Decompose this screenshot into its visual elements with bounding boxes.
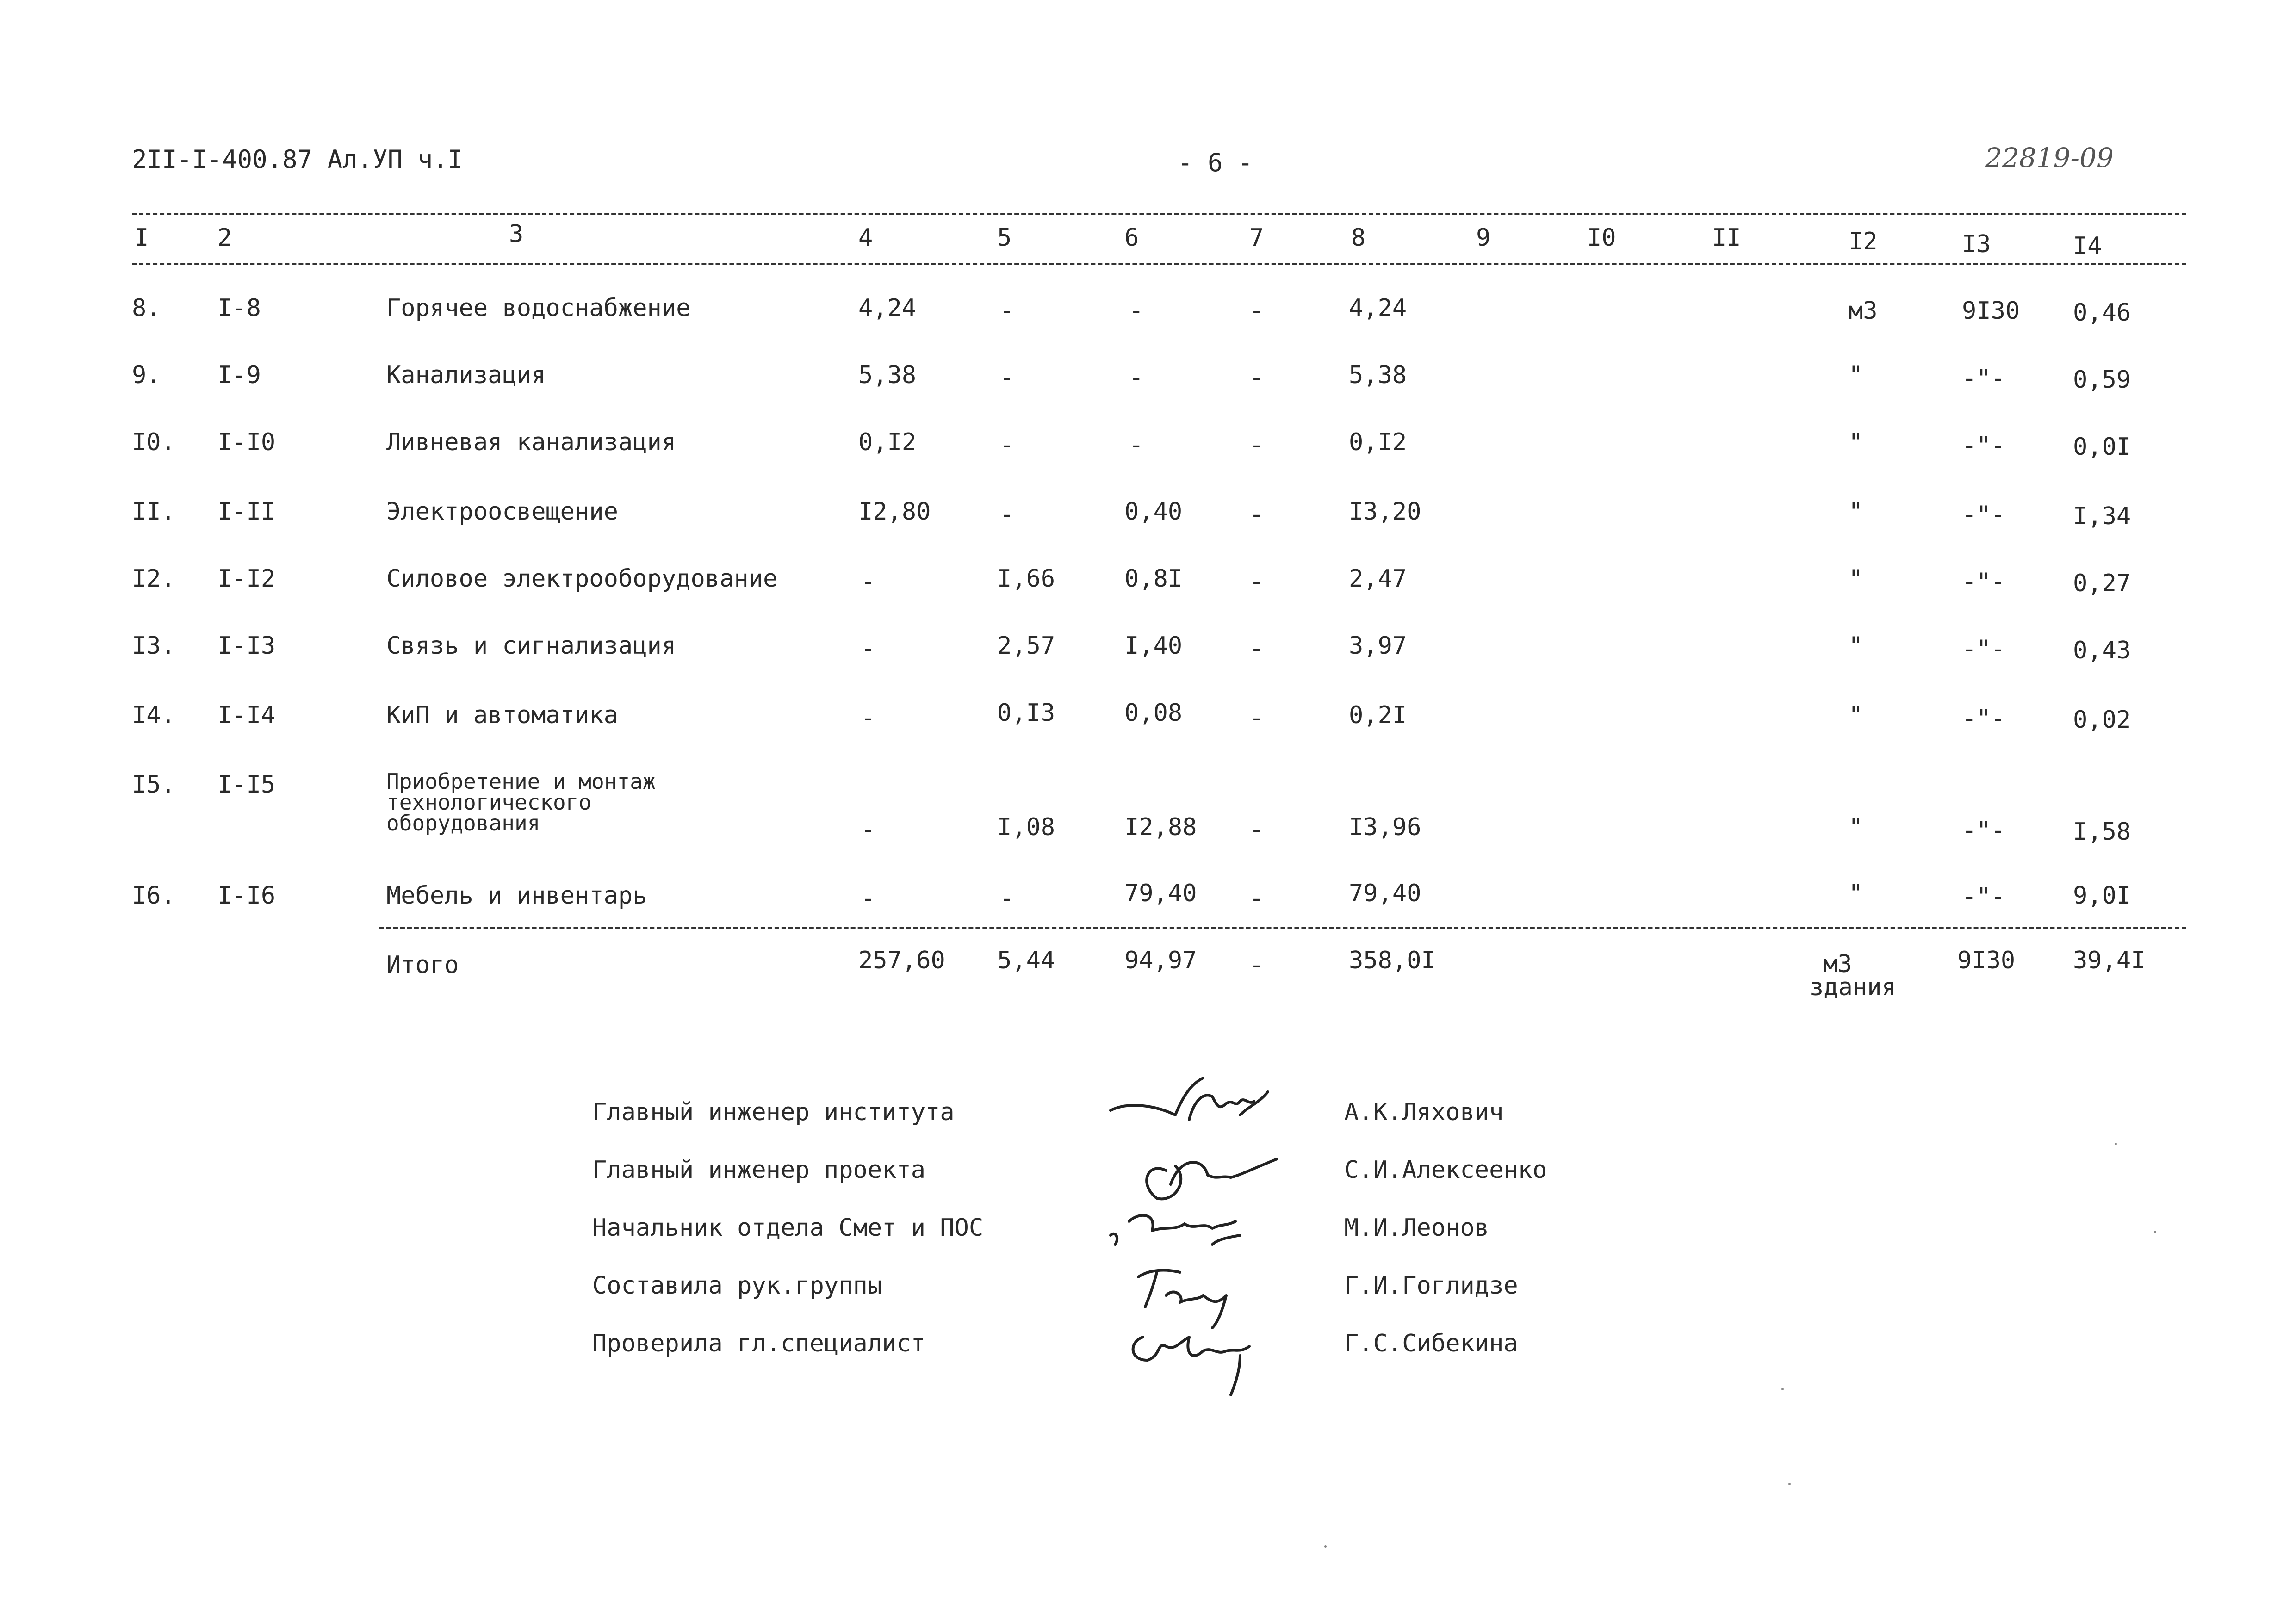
scan-speck: [1788, 1483, 1791, 1485]
cell-col7: -: [1249, 297, 1264, 325]
row-name: Горячее водоснабжение: [386, 294, 691, 322]
total-col14: 39,4I: [2073, 947, 2146, 974]
cell-col4: 4,24: [858, 294, 917, 322]
cell-col6: 79,40: [1124, 880, 1197, 907]
cell-col6: -: [1129, 364, 1144, 392]
scan-speck: [2154, 1231, 2156, 1233]
row-number: I5.: [132, 771, 175, 799]
total-col8: 358,0I: [1349, 947, 1436, 974]
cell-col14: 9,0I: [2073, 882, 2131, 910]
cell-unit: м3: [1849, 297, 1878, 325]
signature-role: Начальник отдела Смет и ПОС: [592, 1214, 984, 1242]
cell-col4: -: [861, 704, 875, 732]
cell-col14: 0,43: [2073, 637, 2131, 664]
total-col5: 5,44: [997, 947, 1055, 974]
cell-col13: -"-: [1962, 635, 2005, 663]
cell-col13: 9I30: [1962, 297, 2020, 325]
col-header-13: I3: [1962, 230, 1991, 258]
cell-col6: 0,8I: [1124, 565, 1183, 593]
row-name-line-3: оборудования: [386, 811, 540, 836]
row-code: I-I6: [217, 882, 276, 910]
row-code: I-II: [217, 498, 276, 526]
cell-col5: 2,57: [997, 632, 1055, 660]
cell-col14: 0,27: [2073, 570, 2131, 597]
cell-col8: 0,I2: [1349, 428, 1407, 456]
row-name: Связь и сигнализация: [386, 632, 676, 660]
document-code: 2II-I-400.87 Ал.УП ч.I: [132, 145, 463, 174]
total-unit-line1: м3: [1823, 950, 1852, 978]
col-header-6: 6: [1124, 224, 1139, 252]
row-name-line-2: технологического: [386, 790, 592, 815]
total-col13: 9I30: [1957, 947, 2016, 974]
cell-col13: -"-: [1962, 365, 2005, 392]
col-header-10: I0: [1587, 224, 1616, 252]
cell-col5: -: [999, 501, 1014, 528]
cell-unit: ": [1849, 701, 1863, 729]
cell-col7: -: [1249, 885, 1264, 912]
cell-unit: ": [1849, 361, 1863, 389]
signature-role: Проверила гл.специалист: [592, 1330, 926, 1357]
col-header-12: I2: [1849, 228, 1878, 255]
signature-name: А.К.Ляхович: [1344, 1098, 1504, 1126]
cell-col5: 0,I3: [997, 699, 1055, 727]
signature-role: Составила рук.группы: [592, 1272, 882, 1300]
cell-col13: -"-: [1962, 568, 2005, 596]
row-code: I-9: [217, 361, 261, 389]
cell-col5: -: [999, 885, 1014, 912]
signature-name: Г.С.Сибекина: [1344, 1330, 1518, 1357]
cell-unit: ": [1849, 632, 1863, 660]
total-rule: [379, 927, 2186, 929]
cell-col6: I2,88: [1124, 813, 1197, 841]
row-code: I-8: [217, 294, 261, 322]
cell-col5: -: [999, 431, 1014, 459]
cell-col4: 5,38: [858, 361, 917, 389]
cell-col4: -: [861, 568, 875, 595]
cell-col7: -: [1249, 364, 1264, 392]
row-name-line-1: Приобретение и монтаж: [386, 769, 656, 794]
total-col6: 94,97: [1124, 947, 1197, 974]
cell-col13: -"-: [1962, 883, 2005, 911]
cell-col14: I,58: [2073, 818, 2131, 846]
cell-unit: ": [1849, 498, 1863, 526]
cell-col14: 0,02: [2073, 706, 2131, 734]
row-code: I-I4: [217, 701, 276, 729]
cell-col13: -"-: [1962, 432, 2005, 459]
row-number: 8.: [132, 294, 161, 322]
signature-role: Главный инженер института: [592, 1098, 955, 1126]
cell-col7: -: [1249, 501, 1264, 528]
cell-col8: I3,96: [1349, 813, 1421, 841]
cell-col13: -"-: [1962, 501, 2005, 529]
signature-name: М.И.Леонов: [1344, 1214, 1489, 1242]
cell-col14: 0,59: [2073, 366, 2131, 394]
col-header-11: II: [1712, 224, 1741, 252]
row-code: I-I0: [217, 428, 276, 456]
col-header-7: 7: [1249, 224, 1264, 252]
cell-col8: 3,97: [1349, 632, 1407, 660]
cell-col7: -: [1249, 568, 1264, 595]
cell-col8: 79,40: [1349, 880, 1421, 907]
row-name: КиП и автоматика: [386, 701, 618, 729]
cell-unit: ": [1849, 880, 1863, 907]
cell-unit: ": [1849, 428, 1863, 456]
cell-col7: -: [1249, 635, 1264, 663]
cell-unit: ": [1849, 813, 1863, 841]
col-header-1: I: [134, 224, 149, 252]
cell-col8: I3,20: [1349, 498, 1421, 526]
archive-number: 22819-09: [1985, 142, 2114, 173]
cell-col7: -: [1249, 431, 1264, 459]
col-header-8: 8: [1351, 224, 1366, 252]
cell-col6: I,40: [1124, 632, 1183, 660]
row-name: Ливневая канализация: [386, 428, 676, 456]
col-header-9: 9: [1476, 224, 1491, 252]
header-rule-top: [132, 213, 2186, 215]
row-number: 9.: [132, 361, 161, 389]
cell-col7: -: [1249, 816, 1264, 844]
row-number: I2.: [132, 565, 175, 593]
cell-col5: I,08: [997, 813, 1055, 841]
total-unit-line2: здания: [1809, 973, 1896, 1001]
scan-speck: [1324, 1545, 1327, 1548]
cell-col6: -: [1129, 297, 1144, 325]
cell-col14: 0,46: [2073, 299, 2131, 327]
col-header-14: I4: [2073, 232, 2102, 260]
total-label: Итого: [386, 951, 459, 979]
col-header-5: 5: [997, 224, 1012, 252]
cell-col5: -: [999, 297, 1014, 325]
cell-col6: 0,40: [1124, 498, 1183, 526]
handwritten-signatures: [1101, 1064, 1379, 1397]
signature-name: Г.И.Гоглидзе: [1344, 1272, 1518, 1300]
cell-col8: 5,38: [1349, 361, 1407, 389]
col-header-4: 4: [858, 224, 873, 252]
col-header-2: 2: [217, 224, 232, 252]
cell-col4: -: [861, 885, 875, 912]
cell-col4: -: [861, 816, 875, 844]
cell-col14: 0,0I: [2073, 433, 2131, 461]
row-number: II.: [132, 498, 175, 526]
row-name: Канализация: [386, 361, 546, 389]
cell-col13: -"-: [1962, 817, 2005, 844]
row-code: I-I2: [217, 565, 276, 593]
cell-unit: ": [1849, 565, 1863, 593]
signature-name: С.И.Алексеенко: [1344, 1156, 1547, 1184]
row-name: Мебель и инвентарь: [386, 882, 647, 910]
row-number: I4.: [132, 701, 175, 729]
page-number: - 6 -: [1178, 148, 1253, 177]
total-col4: 257,60: [858, 947, 945, 974]
cell-col7: -: [1249, 704, 1264, 732]
cell-col4: -: [861, 635, 875, 663]
row-code: I-I5: [217, 771, 276, 799]
row-name: Силовое электрооборудование: [386, 565, 778, 593]
cell-col4: I2,80: [858, 498, 931, 526]
signature-role: Главный инженер проекта: [592, 1156, 926, 1184]
cell-col8: 4,24: [1349, 294, 1407, 322]
total-col7: -: [1249, 951, 1264, 979]
row-code: I-I3: [217, 632, 276, 660]
col-header-3: 3: [509, 220, 524, 248]
cell-col6: -: [1129, 431, 1144, 459]
scan-speck: [2115, 1143, 2117, 1145]
row-number: I3.: [132, 632, 175, 660]
cell-col4: 0,I2: [858, 428, 917, 456]
scan-speck: [1781, 1388, 1784, 1390]
cell-col5: I,66: [997, 565, 1055, 593]
cell-col6: 0,08: [1124, 699, 1183, 727]
cell-col8: 0,2I: [1349, 701, 1407, 729]
cell-col14: I,34: [2073, 502, 2131, 530]
cell-col13: -"-: [1962, 705, 2005, 732]
row-number: I6.: [132, 882, 175, 910]
header-rule-bottom: [132, 263, 2186, 265]
row-number: I0.: [132, 428, 175, 456]
row-name: Электроосвещение: [386, 498, 618, 526]
cell-col5: -: [999, 364, 1014, 392]
cell-col8: 2,47: [1349, 565, 1407, 593]
